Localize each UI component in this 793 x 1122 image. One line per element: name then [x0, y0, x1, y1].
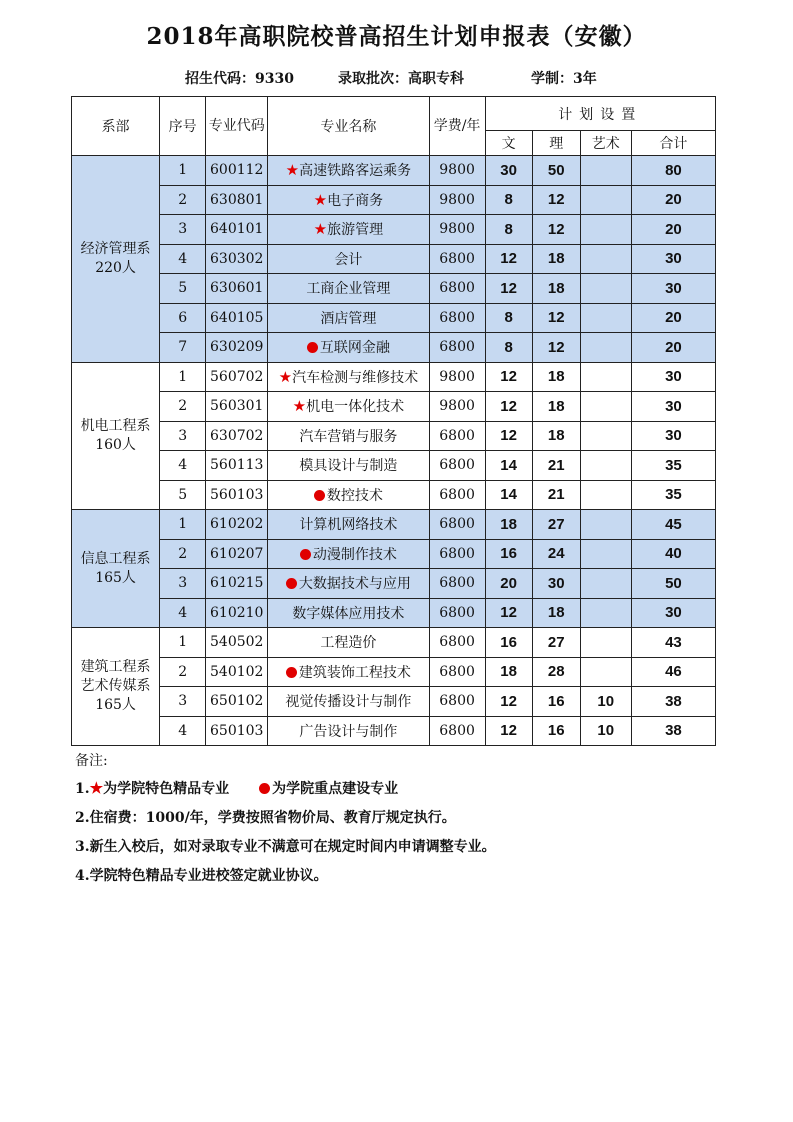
major-name-cell: [268, 657, 429, 687]
enrollment-code: 招生代码：9330: [185, 71, 294, 87]
wen-count-cell: 8: [485, 303, 532, 333]
header-dept: 系部: [72, 97, 160, 156]
major-code-cell: 640105: [206, 303, 268, 333]
dept-count: 160人: [95, 436, 136, 453]
major-name-cell: [268, 716, 429, 746]
major-name-cell: [268, 362, 429, 392]
seq-cell: 4: [160, 716, 206, 746]
total-count-cell: 40: [631, 539, 715, 569]
enrollment-plan-table: [71, 96, 716, 746]
note-3: 3.新生入校后，如对录取专业不满意可在规定时间内申请调整专业。: [75, 839, 496, 855]
fee-cell: 6800: [429, 303, 485, 333]
major-name: 动漫制作技术: [312, 546, 397, 563]
note-4: 4.学院特色精品专业进校签定就业协议。: [75, 868, 328, 884]
art-count-cell: [580, 569, 631, 599]
red-dot-icon: [259, 783, 270, 794]
major-code-cell: 560702: [206, 362, 268, 392]
fee-cell: 6800: [429, 657, 485, 687]
major-name: 工商企业管理: [306, 281, 391, 298]
seq-cell: 1: [160, 628, 206, 658]
major-name: 数字媒体应用技术: [292, 605, 405, 622]
art-count-cell: [580, 333, 631, 363]
li-count-cell: 24: [532, 539, 580, 569]
wen-count-cell: 12: [485, 362, 532, 392]
li-count-cell: 12: [532, 303, 580, 333]
major-name-cell: [268, 244, 429, 274]
wen-count-cell: 30: [485, 156, 532, 186]
seq-cell: 1: [160, 362, 206, 392]
seq-cell: 4: [160, 244, 206, 274]
major-code-cell: 630601: [206, 274, 268, 304]
major-name: 计算机网络技术: [299, 517, 398, 534]
dept-name: 经济管理系: [80, 240, 151, 257]
total-count-cell: 50: [631, 569, 715, 599]
red-dot-icon: [286, 667, 297, 678]
fee-cell: 6800: [429, 421, 485, 451]
table-row: [72, 480, 716, 510]
dept-count: 220人: [95, 259, 136, 276]
seq-cell: 2: [160, 657, 206, 687]
li-count-cell: 18: [532, 244, 580, 274]
table-row: [72, 569, 716, 599]
total-count-cell: 20: [631, 215, 715, 245]
fee-cell: 6800: [429, 480, 485, 510]
major-name: 互联网金融: [319, 340, 390, 357]
total-count-cell: 35: [631, 480, 715, 510]
dept-cell: [72, 156, 160, 363]
li-count-cell: 30: [532, 569, 580, 599]
major-name-cell: [268, 274, 429, 304]
total-count-cell: 38: [631, 687, 715, 717]
star-icon: ★: [313, 220, 328, 239]
table-row: [72, 185, 716, 215]
fee-cell: 9800: [429, 185, 485, 215]
major-name: 数控技术: [326, 487, 383, 504]
major-name-cell: [268, 303, 429, 333]
major-code-cell: 630801: [206, 185, 268, 215]
wen-count-cell: 12: [485, 421, 532, 451]
li-count-cell: 12: [532, 185, 580, 215]
header-wen: 文: [485, 131, 532, 156]
art-count-cell: [580, 303, 631, 333]
seq-cell: 1: [160, 156, 206, 186]
header-li: 理: [532, 131, 580, 156]
wen-count-cell: 12: [485, 274, 532, 304]
major-name-cell: [268, 628, 429, 658]
table-row: [72, 598, 716, 628]
dept-cell: [72, 362, 160, 510]
major-name: 酒店管理: [320, 310, 377, 327]
wen-count-cell: 12: [485, 598, 532, 628]
major-name: 工程造价: [320, 635, 377, 652]
major-name-cell: [268, 156, 429, 186]
wen-count-cell: 16: [485, 539, 532, 569]
major-code-cell: 610202: [206, 510, 268, 540]
seq-cell: 2: [160, 185, 206, 215]
table-row: [72, 392, 716, 422]
major-code-cell: 650102: [206, 687, 268, 717]
star-icon: ★: [285, 161, 300, 180]
wen-count-cell: 18: [485, 510, 532, 540]
table-row: [72, 303, 716, 333]
note-1: [75, 778, 398, 798]
total-count-cell: 30: [631, 392, 715, 422]
major-name-cell: [268, 185, 429, 215]
seq-cell: 7: [160, 333, 206, 363]
note-1-number: 1.: [75, 781, 90, 797]
seq-cell: 2: [160, 539, 206, 569]
major-name: 汽车营销与服务: [299, 428, 398, 445]
li-count-cell: 18: [532, 362, 580, 392]
total-count-cell: 30: [631, 244, 715, 274]
wen-count-cell: 12: [485, 716, 532, 746]
major-name: 模具设计与制造: [299, 458, 398, 475]
seq-cell: 5: [160, 274, 206, 304]
art-count-cell: [580, 274, 631, 304]
total-count-cell: 45: [631, 510, 715, 540]
table-row: [72, 362, 716, 392]
header-name: 专业名称: [268, 97, 429, 156]
header-plan: 计划设置: [485, 97, 715, 131]
li-count-cell: 18: [532, 392, 580, 422]
table-row: [72, 657, 716, 687]
fee-cell: 9800: [429, 215, 485, 245]
major-name-cell: [268, 480, 429, 510]
fee-cell: 6800: [429, 274, 485, 304]
total-count-cell: 80: [631, 156, 715, 186]
total-count-cell: 30: [631, 362, 715, 392]
li-count-cell: 27: [532, 510, 580, 540]
note-1-star-text: 为学院特色精品专业: [103, 781, 230, 797]
art-count-cell: [580, 480, 631, 510]
art-count-cell: [580, 156, 631, 186]
art-count-cell: [580, 451, 631, 481]
seq-cell: 3: [160, 421, 206, 451]
note-2: 2.住宿费：1000/年，学费按照省物价局、教育厅规定执行。: [75, 810, 456, 826]
major-code-cell: 640101: [206, 215, 268, 245]
star-icon: ★: [292, 397, 307, 416]
page-title: 2018年高职院校普高招生计划申报表（安徽）: [146, 23, 647, 50]
wen-count-cell: 16: [485, 628, 532, 658]
major-code-cell: 540502: [206, 628, 268, 658]
fee-cell: 6800: [429, 451, 485, 481]
wen-count-cell: 12: [485, 687, 532, 717]
table-row: [72, 539, 716, 569]
dept-cell: [72, 510, 160, 628]
total-count-cell: 43: [631, 628, 715, 658]
dept-count: 165人: [95, 697, 136, 713]
art-count-cell: [580, 598, 631, 628]
art-count-cell: [580, 510, 631, 540]
seq-cell: 6: [160, 303, 206, 333]
fee-cell: 6800: [429, 539, 485, 569]
note-1-dot-text: 为学院重点建设专业: [272, 781, 399, 797]
seq-cell: 3: [160, 215, 206, 245]
table-row: [72, 244, 716, 274]
total-count-cell: 20: [631, 185, 715, 215]
major-code-cell: 540102: [206, 657, 268, 687]
major-name: 高速铁路客运乘务: [299, 163, 412, 180]
major-name: 会计: [334, 251, 363, 268]
table-row: [72, 451, 716, 481]
seq-cell: 3: [160, 569, 206, 599]
major-name: 机电一体化技术: [306, 399, 405, 416]
major-code-cell: 650103: [206, 716, 268, 746]
li-count-cell: 21: [532, 480, 580, 510]
major-name: 旅游管理: [327, 222, 384, 239]
major-name-cell: [268, 392, 429, 422]
seq-cell: 4: [160, 598, 206, 628]
star-icon: ★: [313, 190, 328, 209]
red-dot-icon: [286, 578, 297, 589]
red-dot-icon: [314, 490, 325, 501]
total-count-cell: 20: [631, 303, 715, 333]
li-count-cell: 12: [532, 333, 580, 363]
total-count-cell: 30: [631, 421, 715, 451]
li-count-cell: 50: [532, 156, 580, 186]
art-count-cell: [580, 657, 631, 687]
table-row: [72, 716, 716, 746]
art-count-cell: [580, 244, 631, 274]
major-name: 电子商务: [327, 192, 384, 209]
art-count-cell: 10: [580, 716, 631, 746]
li-count-cell: 16: [532, 687, 580, 717]
star-icon: ★: [89, 779, 104, 797]
wen-count-cell: 14: [485, 480, 532, 510]
fee-cell: 6800: [429, 598, 485, 628]
table-body: [72, 156, 716, 746]
major-name: 汽车检测与维修技术: [292, 369, 419, 386]
wen-count-cell: 8: [485, 185, 532, 215]
major-name: 建筑装饰工程技术: [298, 664, 411, 681]
table-row: [72, 156, 716, 186]
fee-cell: 6800: [429, 628, 485, 658]
art-count-cell: [580, 421, 631, 451]
total-count-cell: 30: [631, 598, 715, 628]
fee-cell: 9800: [429, 392, 485, 422]
major-code-cell: 630302: [206, 244, 268, 274]
table-row: [72, 510, 716, 540]
header-fee: 学费/年: [429, 97, 485, 156]
major-name: 视觉传播设计与制作: [285, 694, 412, 711]
seq-cell: 1: [160, 510, 206, 540]
major-code-cell: 630702: [206, 421, 268, 451]
major-code-cell: 610210: [206, 598, 268, 628]
wen-count-cell: 18: [485, 657, 532, 687]
fee-cell: 6800: [429, 510, 485, 540]
table-row: [72, 628, 716, 658]
li-count-cell: 28: [532, 657, 580, 687]
major-name-cell: [268, 539, 429, 569]
li-count-cell: 27: [532, 628, 580, 658]
major-name: 大数据技术与应用: [298, 576, 411, 593]
header-code: 专业代码: [206, 97, 268, 156]
wen-count-cell: 14: [485, 451, 532, 481]
dept-name: 机电工程系: [80, 417, 151, 434]
major-name: 广告设计与制作: [299, 723, 398, 740]
art-count-cell: [580, 539, 631, 569]
table-row: [72, 421, 716, 451]
major-code-cell: 630209: [206, 333, 268, 363]
wen-count-cell: 8: [485, 215, 532, 245]
art-count-cell: [580, 362, 631, 392]
study-length: 学制：3年: [531, 71, 597, 87]
header-seq: 序号: [160, 97, 206, 156]
li-count-cell: 12: [532, 215, 580, 245]
art-count-cell: 10: [580, 687, 631, 717]
total-count-cell: 20: [631, 333, 715, 363]
art-count-cell: [580, 185, 631, 215]
wen-count-cell: 8: [485, 333, 532, 363]
total-count-cell: 30: [631, 274, 715, 304]
fee-cell: 6800: [429, 569, 485, 599]
major-name-cell: [268, 215, 429, 245]
fee-cell: 9800: [429, 156, 485, 186]
major-name-cell: [268, 569, 429, 599]
li-count-cell: 18: [532, 421, 580, 451]
seq-cell: 3: [160, 687, 206, 717]
total-count-cell: 35: [631, 451, 715, 481]
major-name-cell: [268, 451, 429, 481]
table-row: [72, 215, 716, 245]
admission-batch: 录取批次：高职专科: [338, 71, 464, 87]
major-code-cell: 560113: [206, 451, 268, 481]
major-code-cell: 610215: [206, 569, 268, 599]
dept-count: 165人: [95, 569, 136, 586]
major-name-cell: [268, 598, 429, 628]
major-code-cell: 560301: [206, 392, 268, 422]
table-row: [72, 274, 716, 304]
total-count-cell: 38: [631, 716, 715, 746]
red-dot-icon: [300, 549, 311, 560]
wen-count-cell: 12: [485, 392, 532, 422]
seq-cell: 4: [160, 451, 206, 481]
major-name-cell: [268, 333, 429, 363]
fee-cell: 6800: [429, 687, 485, 717]
total-count-cell: 46: [631, 657, 715, 687]
li-count-cell: 21: [532, 451, 580, 481]
fee-cell: 6800: [429, 333, 485, 363]
table-row: [72, 333, 716, 363]
art-count-cell: [580, 392, 631, 422]
header-total: 合计: [631, 131, 715, 156]
major-name-cell: [268, 421, 429, 451]
table-row: [72, 687, 716, 717]
art-count-cell: [580, 215, 631, 245]
art-count-cell: [580, 628, 631, 658]
dept-name: 信息工程系: [80, 550, 151, 567]
notes-label: 备注:: [75, 753, 108, 769]
fee-cell: 6800: [429, 244, 485, 274]
dept-name: 建筑工程系艺术传媒系: [80, 659, 151, 694]
header-art: 艺术: [580, 131, 631, 156]
dept-cell: [72, 628, 160, 746]
star-icon: ★: [278, 367, 293, 386]
major-code-cell: 610207: [206, 539, 268, 569]
li-count-cell: 18: [532, 598, 580, 628]
seq-cell: 5: [160, 480, 206, 510]
li-count-cell: 18: [532, 274, 580, 304]
major-code-cell: 560103: [206, 480, 268, 510]
fee-cell: 6800: [429, 716, 485, 746]
li-count-cell: 16: [532, 716, 580, 746]
major-code-cell: 600112: [206, 156, 268, 186]
red-dot-icon: [307, 342, 318, 353]
wen-count-cell: 12: [485, 244, 532, 274]
major-name-cell: [268, 510, 429, 540]
seq-cell: 2: [160, 392, 206, 422]
major-name-cell: [268, 687, 429, 717]
wen-count-cell: 20: [485, 569, 532, 599]
fee-cell: 9800: [429, 362, 485, 392]
